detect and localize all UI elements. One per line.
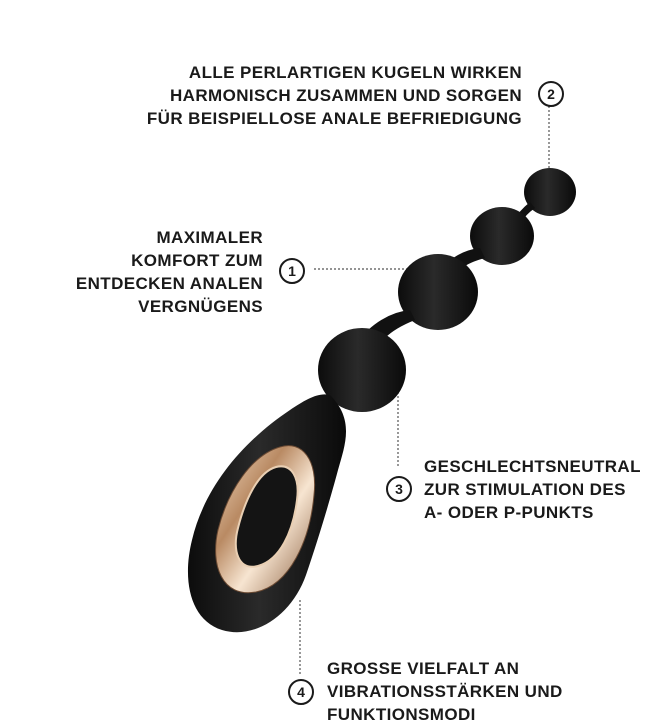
callout-number-badge-1: 1 — [279, 258, 305, 284]
callout-1-line-1: MAXIMALER — [156, 228, 263, 247]
callout-number-badge-3: 3 — [386, 476, 412, 502]
callout-3-line-2: ZUR STIMULATION DES — [424, 480, 626, 499]
callout-1-line-4: VERGNÜGENS — [138, 297, 263, 316]
callout-2-text — [147, 61, 522, 130]
callout-2-line-2: HARMONISCH ZUSAMMEN UND SORGEN — [170, 86, 522, 105]
callout-2-line-3: FÜR BEISPIELLOSE ANALE BEFRIEDIGUNG — [146, 109, 522, 128]
callout-3-text — [424, 455, 641, 524]
callout-number-badge-4: 4 — [288, 679, 314, 705]
callout-4-line-1: GROSSE VIELFALT AN — [327, 659, 520, 678]
callout-3-line-1: GESCHLECHTSNEUTRAL — [424, 457, 641, 476]
callout-number-badge-2: 2 — [538, 81, 564, 107]
callout-1-line-3: ENTDECKEN ANALEN — [75, 274, 263, 293]
callout-4-text — [327, 657, 563, 726]
callout-4-line-3: FUNKTIONSMODI — [327, 705, 476, 724]
callout-2-line-1: ALLE PERLARTIGEN KUGELN WIRKEN — [188, 63, 522, 82]
callout-1-text — [76, 226, 263, 318]
callout-3-line-3: A- ODER P-PUNKTS — [424, 503, 594, 522]
callout-1-line-2: KOMFORT ZUM — [131, 251, 263, 270]
callout-4-line-2: VIBRATIONSSTÄRKEN UND — [327, 682, 563, 701]
